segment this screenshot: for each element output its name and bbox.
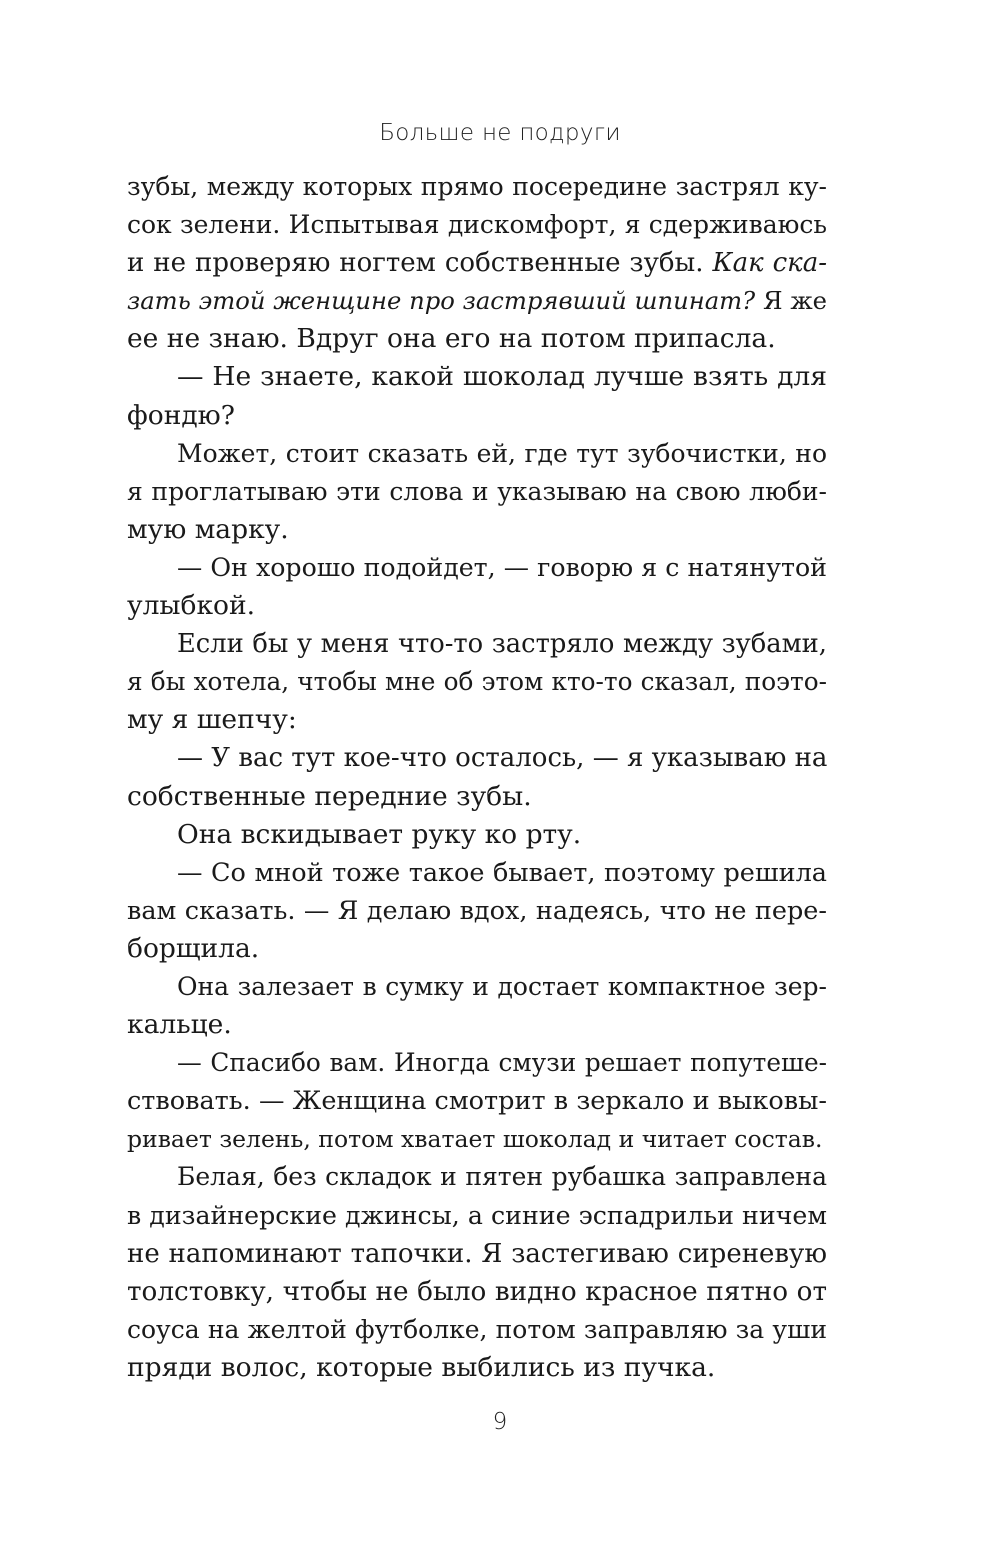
line-text: ее не знаю. Вдруг она его на потом припасла.: [127, 323, 776, 355]
text-line: [127, 1044, 827, 1082]
text-line: [127, 358, 827, 396]
text-line: [127, 282, 827, 320]
line-text: я проглатываю эти слова и указываю на свою люби-: [127, 476, 827, 506]
line-text: пряди волос, которые выбились из пучка.: [127, 1351, 716, 1383]
line-text: фондю?: [127, 399, 235, 431]
line-text: — Со мной тоже такое бывает, поэтому решила: [177, 857, 827, 888]
body-text: [127, 168, 827, 1387]
text-line: [127, 244, 827, 282]
line-text: я бы хотела, чтобы мне об этом кто-то сказал, поэто-: [127, 667, 827, 697]
line-text: — Он хорошо подойдет, — говорю я с натянутой: [177, 552, 827, 582]
text-line: [127, 625, 827, 663]
text-line: [127, 587, 827, 625]
running-title: Больше не подруги: [379, 120, 621, 146]
line-text: собственные передние зубы.: [127, 780, 532, 812]
line-text: соуса на желтой футболке, потом заправляю за уши: [127, 1314, 827, 1344]
text-line: [127, 1197, 827, 1235]
text-line: [127, 1235, 827, 1273]
text-line: [127, 778, 827, 816]
text-line: [127, 1311, 827, 1349]
line-text: — Спасибо вам. Иногда смузи решает попутеше-: [177, 1048, 827, 1078]
text-line: [127, 168, 827, 206]
line-text: не напоминают тапочки. Я застегиваю сиреневую: [127, 1238, 827, 1269]
line-italic-text: зать этой женщине про застрявший шпинат?: [127, 286, 756, 316]
text-line: [127, 816, 827, 854]
text-line: [127, 320, 827, 358]
line-text: вам сказать. — Я делаю вдох, надеясь, что не пере-: [127, 895, 827, 926]
line-text: Она залезает в сумку и достает компактное зер-: [177, 971, 827, 1001]
line-text: Белая, без складок и пятен рубашка заправлена: [177, 1162, 827, 1192]
line-text: ствовать. — Женщина смотрит в зеркало и выковы-: [127, 1086, 827, 1117]
text-line: [127, 892, 827, 930]
text-line: [127, 701, 827, 739]
text-line: [127, 511, 827, 549]
text-line: [127, 1082, 827, 1120]
text-line: [127, 1349, 827, 1387]
line-text: и не проверяю ногтем собственные зубы.: [127, 248, 713, 279]
text-line: [127, 930, 827, 968]
line-text: кальце.: [127, 1009, 232, 1041]
text-line: [127, 473, 827, 511]
line-text: ривает зелень, потом хватает шоколад и читает состав.: [127, 1125, 823, 1154]
line-text: улыбкой.: [127, 590, 256, 622]
line-text: в дизайнерские джинсы, а синие эспадрильи ничем: [127, 1200, 827, 1230]
text-line: [127, 739, 827, 777]
page-number: 9: [492, 1409, 508, 1435]
text-line: [127, 549, 827, 587]
line-text: Может, стоит сказать ей, где тут зубочистки, но: [177, 438, 827, 468]
line-text: Если бы у меня что-то застряло между зубами,: [177, 629, 827, 660]
line-text: — Не знаете, какой шоколад лучше взять для: [177, 361, 827, 393]
text-line: [127, 663, 827, 701]
line-text: мую марку.: [127, 513, 289, 545]
line-text: борщила.: [127, 932, 260, 964]
line-text: му я шепчу:: [127, 704, 297, 736]
text-line: [127, 397, 827, 435]
line-italic-text: Как ска-: [712, 248, 827, 279]
text-line: [127, 206, 827, 244]
text-line: [127, 435, 827, 473]
line-text: Я же: [755, 286, 827, 316]
line-text: толстовку, чтобы не было видно красное пятно от: [127, 1276, 827, 1307]
text-line: [127, 1273, 827, 1311]
line-text: сок зелени. Испытывая дискомфорт, я сдерживаюсь: [127, 210, 827, 240]
line-text: зубы, между которых прямо посередине застрял ку-: [127, 172, 827, 201]
text-line: [127, 968, 827, 1006]
line-text: — У вас тут кое-что осталось, — я указываю на: [177, 743, 828, 774]
text-line: [127, 1120, 827, 1158]
text-line: [127, 1158, 827, 1196]
line-text: Она вскидывает руку ко рту.: [177, 818, 582, 850]
text-line: [127, 854, 827, 892]
text-line: [127, 1006, 827, 1044]
